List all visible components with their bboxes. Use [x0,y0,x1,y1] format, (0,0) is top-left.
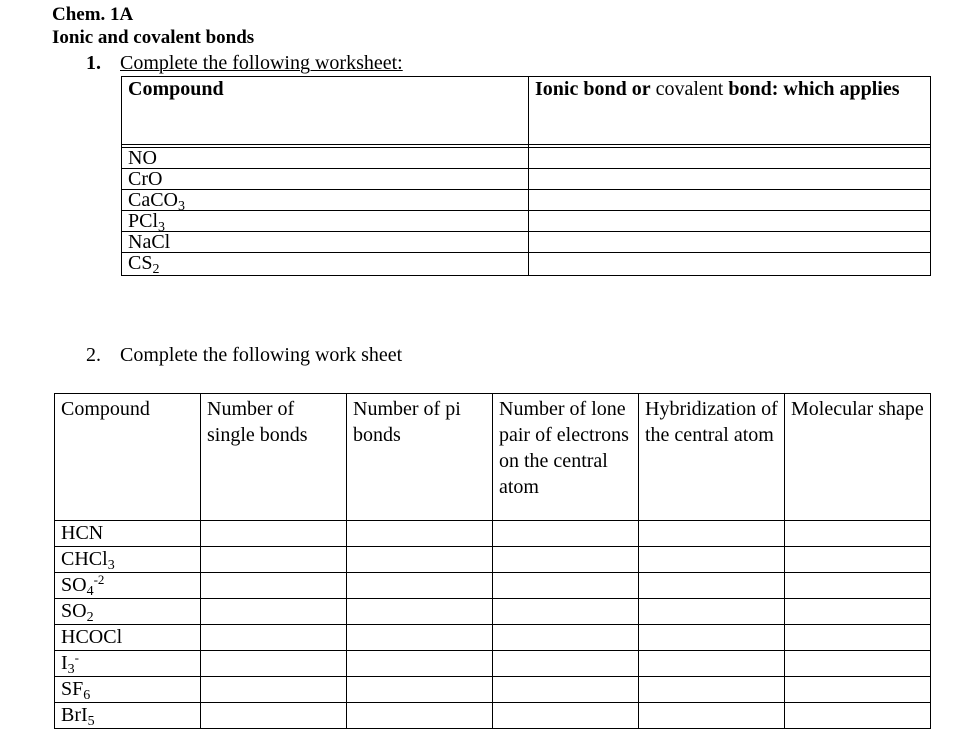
answer-cell[interactable] [347,677,493,703]
table-row [55,573,931,599]
answer-cell[interactable] [201,677,347,703]
table-header-row [55,394,931,521]
table-row [55,677,931,703]
answer-cell[interactable] [347,599,493,625]
topic-title: Ionic and covalent bonds [52,27,255,48]
answer-cell[interactable] [785,677,931,703]
answer-cell[interactable] [529,190,931,211]
table-row [122,148,931,169]
answer-cell[interactable] [201,651,347,677]
course-title: Chem. 1A [52,4,134,25]
table-row [122,190,931,211]
compound-cell: HCOCl [55,625,201,651]
table-row [55,599,931,625]
header-compound: Compound [122,77,529,145]
answer-cell[interactable] [639,547,785,573]
answer-cell[interactable] [529,253,931,276]
bonding-properties-table [54,393,931,729]
answer-cell[interactable] [493,521,639,547]
answer-cell[interactable] [493,625,639,651]
header-hybridization: Hybridization of the central atom [639,394,785,521]
answer-cell[interactable] [493,599,639,625]
answer-cell[interactable] [347,625,493,651]
compound-cell: NaCl [122,232,529,253]
q1-heading [86,52,403,74]
table-row [122,232,931,253]
answer-cell[interactable] [785,521,931,547]
answer-cell[interactable] [639,677,785,703]
answer-cell[interactable] [201,521,347,547]
answer-cell[interactable] [347,703,493,729]
q1-number: 1. [86,52,101,74]
answer-cell[interactable] [201,625,347,651]
compound-cell: $SO_2$ [55,599,201,625]
header-bond-type: Ionic bond or covalent bond: which applies [529,77,931,145]
answer-cell[interactable] [529,169,931,190]
answer-cell[interactable] [639,651,785,677]
answer-cell[interactable] [639,599,785,625]
answer-cell[interactable] [201,599,347,625]
header-single-bonds: Number of single bonds [201,394,347,521]
answer-cell[interactable] [529,232,931,253]
answer-cell[interactable] [639,625,785,651]
table-row [55,547,931,573]
compound-cell: NO [122,148,529,169]
header-lone-pairs: Number of lone pair of electrons on the central atom [493,394,639,521]
ionic-covalent-table [121,76,931,276]
answer-cell[interactable] [785,599,931,625]
compound-cell: $CS_2$ [122,253,529,276]
answer-cell[interactable] [493,651,639,677]
table-row [122,169,931,190]
answer-cell[interactable] [785,547,931,573]
table-row [122,211,931,232]
answer-cell[interactable] [529,211,931,232]
answer-cell[interactable] [347,573,493,599]
compound-cell: CrO [122,169,529,190]
answer-cell[interactable] [347,651,493,677]
answer-cell[interactable] [529,148,931,169]
compound-cell: BrI$_5$ [55,703,201,729]
answer-cell[interactable] [201,703,347,729]
table-row [122,253,931,276]
q2-number: 2. [86,344,101,366]
table-row [55,651,931,677]
table-row [55,521,931,547]
compound-cell: $SO_4^{-2}$ [55,573,201,599]
answer-cell[interactable] [347,521,493,547]
answer-cell[interactable] [493,547,639,573]
answer-cell[interactable] [785,651,931,677]
q2-instruction: Complete the following work sheet [120,344,403,366]
answer-cell[interactable] [785,703,931,729]
answer-cell[interactable] [201,547,347,573]
answer-cell[interactable] [785,573,931,599]
header-molecular-shape: Molecular shape [785,394,931,521]
compound-cell: PCl$_3$ [122,211,529,232]
answer-cell[interactable] [639,703,785,729]
answer-cell[interactable] [347,547,493,573]
compound-cell: CHCl$_3$ [55,547,201,573]
q2-heading [86,344,402,366]
answer-cell[interactable] [785,625,931,651]
table-header-row [122,77,931,145]
answer-cell[interactable] [493,573,639,599]
table-row [55,703,931,729]
header-pi-bonds: Number of pi bonds [347,394,493,521]
compound-cell: CaCO$_3$ [122,190,529,211]
q1-instruction: Complete the following worksheet: [120,52,403,74]
answer-cell[interactable] [493,703,639,729]
header-compound: Compound [55,394,201,521]
answer-cell[interactable] [639,573,785,599]
compound-cell: $I_3^-$ [55,651,201,677]
answer-cell[interactable] [493,677,639,703]
compound-cell: HCN [55,521,201,547]
table-row [55,625,931,651]
answer-cell[interactable] [639,521,785,547]
answer-cell[interactable] [201,573,347,599]
compound-cell: $SF_6$ [55,677,201,703]
